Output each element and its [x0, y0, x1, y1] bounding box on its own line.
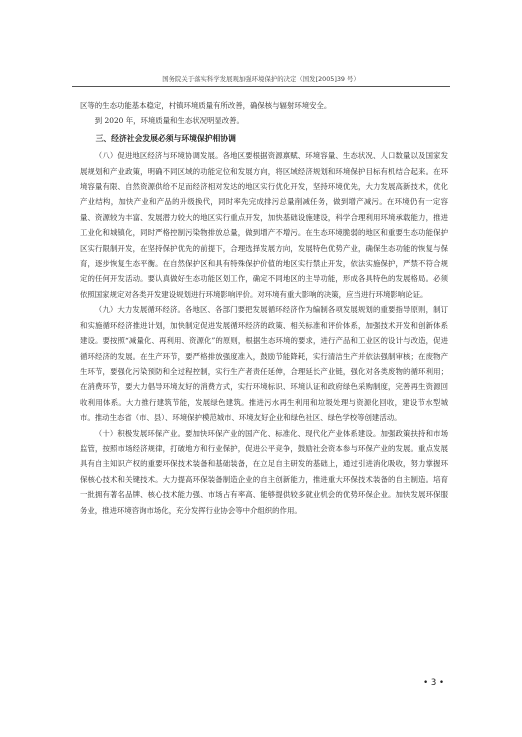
document-body: [80, 98, 448, 518]
paragraph-continuation: 区等的生态功能基本稳定，村镇环境质量有所改善，确保核与辐射环境安全。: [80, 101, 332, 110]
paragraph-8: （八）促进地区经济与环境协调发展。各地区要根据资源禀赋、环境容量、生态状况、人口数量以及国家发展规划和产业政策，明确不同区域的功能定位和发展方向，将区域经济规划和环境保护目标有机结合起来。在环境容量有限、自然资源供给不足而经济相对发达的地区实行优化开发，坚持环境优先，大力发展高新技术，优化产业结构，加快产业和产品的升级换代，同时率先完成排污总量削减任务，做到增产减污。在环境仍有一定容量、资源较为丰富、发展潜力较大的地区实行重点开发，加快基础设施建设，科学合理利用环境承载能力，推进工业化和城镇化，同时严格控制污染物排放总量，做到增产不增污。在生态环境脆弱的地区和重要生态功能保护区实行限制开发，在坚持保护优先的前提下，合理选择发展方向，发展特色优势产业，确保生态功能的恢复与保育，逐步恢复生态平衡。在自然保护区和具有特殊保护价值的地区实行禁止开发，依法实施保护，严禁不符合规定的任何开发活动。要认真做好生态功能区划工作，确定不同地区的主导功能，形成各具特色的发展格局。必须依照国家规定对各类开发建设规划进行环境影响评价。对环境有重大影响的决策，应当进行环境影响论证。: [80, 151, 448, 299]
page-number: • 3 •: [423, 678, 444, 688]
running-header: 国务院关于落实科学发展观加强环境保护的决定（国发[2005]39 号）: [72, 74, 450, 87]
paragraph-9: （九）大力发展循环经济。各地区、各部门要把发展循环经济作为编制各项发展规划的重要指导原则，制订和实施循环经济推进计划，加快制定促进发展循环经济的政策、相关标准和评价体系，加强技术开发和创新体系建设。要按照“减量化、再利用、资源化”的原则，根据生态环境的要求，进行产品和工业区的设计与改造，促进循环经济的发展。在生产环节，要严格排放强度准入，鼓励节能降耗，实行清洁生产并依法强制审核；在废物产生环节，要强化污染预防和全过程控制，实行生产者责任延伸，合理延长产业链，强化对各类废物的循环利用；在消费环节，要大力倡导环境友好的消费方式，实行环境标识、环境认证和政府绿色采购制度，完善再生资源回收利用体系。大力推行建筑节能，发展绿色建筑。推进污水再生利用和垃圾处理与资源化回收，建设节水型城市。推动生态省（市、县）、环境保护模范城市、环境友好企业和绿色社区、绿色学校等创建活动。: [80, 305, 448, 423]
section-heading: 三、经济社会发展必须与环境保护相协调: [95, 133, 236, 143]
paragraph-10: （十）积极发展环保产业。要加快环保产业的国产化、标准化、现代化产业体系建设。加强政策扶持和市场监管，按照市场经济规律，打破地方和行业保护，促进公平竞争，鼓励社会资本参与环保产业的发展。重点发展具有自主知识产权的重要环保技术装备和基础装备，在立足自主研发的基础上，通过引进消化吸收，努力掌握环保核心技术和关键技术。大力提高环保装备制造企业的自主创新能力，推进重大环保技术装备的自主制造。培育一批拥有著名品牌、核心技术能力强、市场占有率高、能够提供较多就业机会的优势环保企业。加快发展环保服务业，推进环境咨询市场化，充分发挥行业协会等中介组织的作用。: [80, 428, 448, 515]
paragraph-2020-goal: 到 2020 年，环境质量和生态状况明显改善。: [94, 116, 244, 126]
